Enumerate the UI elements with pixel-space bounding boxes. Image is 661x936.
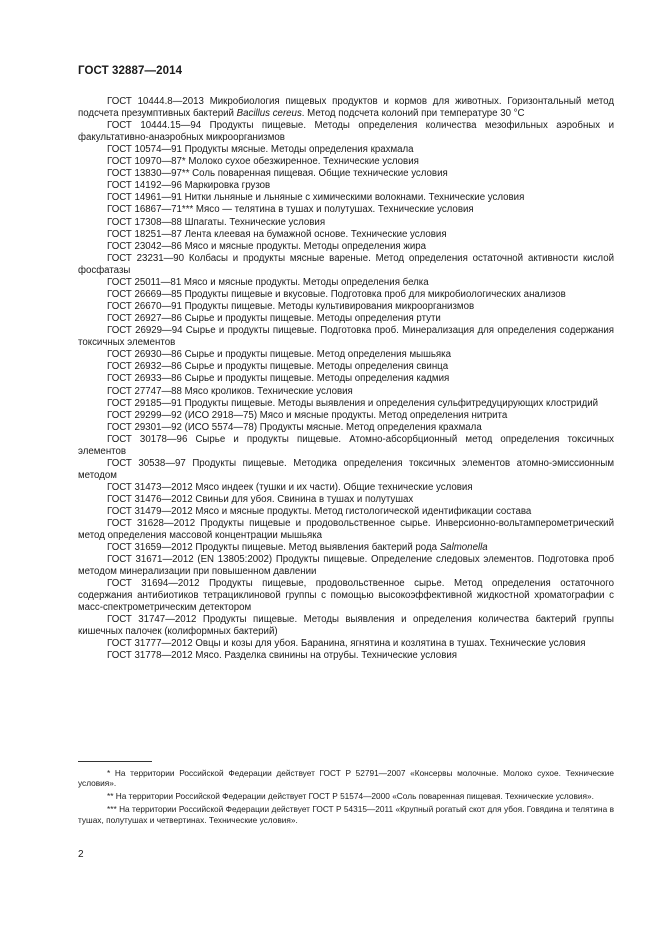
standard-entry: ГОСТ 13830—97** Соль поваренная пищевая. Общие технические условия bbox=[107, 168, 448, 180]
standard-entry: ГОСТ 23042—86 Мясо и мясные продукты. Методы определения жира bbox=[107, 240, 427, 252]
footnote: * На территории Российской Федерации действует ГОСТ Р 52791—2007 «Консервы молочные. Молоко сухое. Технические условия». bbox=[78, 768, 614, 789]
page-number: 2 bbox=[78, 849, 84, 860]
standard-entry: ГОСТ 31479—2012 Мясо и мясные продукты. Метод гистологической идентификации состава bbox=[107, 506, 532, 518]
standard-entry: ГОСТ 10444.15—94 Продукты пищевые. Методы определения количества мезофильных аэробных и факультативно-анаэробных микроорганизмов bbox=[78, 120, 614, 143]
standard-entry: ГОСТ 31778—2012 Мясо. Разделка свинины на отрубы. Технические условия bbox=[107, 650, 458, 662]
standard-entry: ГОСТ 16867—71*** Мясо — телятина в тушах и полутушах. Технические условия bbox=[107, 204, 474, 216]
footnote-separator bbox=[78, 761, 152, 762]
standard-entry: ГОСТ 26932—86 Сырье и продукты пищевые. Методы определения свинца bbox=[107, 361, 449, 373]
footnote: ** На территории Российской Федерации действует ГОСТ Р 51574—2000 «Соль поваренная пищевая. Технические условия». bbox=[107, 791, 594, 802]
standard-entry: ГОСТ 29185—91 Продукты пищевые. Методы выявления и определения сульфитредуцирующих клостридий bbox=[107, 397, 599, 409]
standard-entry: ГОСТ 18251—87 Лента клеевая на бумажной основе. Технические условия bbox=[107, 228, 447, 240]
footnote: *** На территории Российской Федерации действует ГОСТ Р 54315—2011 «Крупный рогатый скот для убоя. Говядина и телятина в тушах, полутушах и четвертинах. Технические условия». bbox=[78, 804, 614, 825]
standard-entry: ГОСТ 26930—86 Сырье и продукты пищевые. Метод определения мышьяка bbox=[107, 349, 451, 361]
standard-entry: ГОСТ 26927—86 Сырье и продукты пищевые. Методы определения ртути bbox=[107, 313, 441, 325]
standard-entry: ГОСТ 31747—2012 Продукты пищевые. Методы выявления и определения количества бактерий группы кишечных палочек (колиформных бактерий) bbox=[78, 614, 614, 638]
standard-entry: ГОСТ 30538—97 Продукты пищевые. Методика определения токсичных элементов атомно-эмиссионным методом bbox=[78, 457, 614, 481]
standard-entry: ГОСТ 31473—2012 Мясо индеек (тушки и их части). Общие технические условия bbox=[107, 481, 473, 493]
standard-entry: ГОСТ 23231—90 Колбасы и продукты мясные вареные. Метод определения остаточной активности кислой фосфатазы bbox=[78, 252, 614, 276]
standard-entry: ГОСТ 26933—86 Сырье и продукты пищевые. Методы определения кадмия bbox=[107, 373, 450, 385]
standard-entry: ГОСТ 30178—96 Сырье и продукты пищевые. Атомно-абсорбционный метод определения токсичных элементов bbox=[78, 433, 614, 457]
standard-entry: ГОСТ 26669—85 Продукты пищевые и вкусовые. Подготовка проб для микробиологических анализов bbox=[107, 288, 566, 300]
standard-entry: ГОСТ 14961—91 Нитки льняные и льняные с химическими волокнами. Технические условия bbox=[107, 192, 525, 204]
standard-entry: ГОСТ 31476—2012 Свиньи для убоя. Свинина в тушах и полутушах bbox=[107, 493, 414, 505]
standard-entry: ГОСТ 10970—87* Молоко сухое обезжиренное. Технические условия bbox=[107, 156, 419, 168]
standard-entry: ГОСТ 31671—2012 (EN 13805:2002) Продукты пищевые. Определение следовых элементов. Подготовка проб методом минерализации при повышенном давлении bbox=[78, 554, 614, 578]
standard-entry: ГОСТ 31628—2012 Продукты пищевые и продовольственное сырье. Инверсионно-вольтамперометрический метод определения массовой концентрации мышьяка bbox=[78, 518, 614, 542]
standard-entry: ГОСТ 27747—88 Мясо кроликов. Технические условия bbox=[107, 385, 353, 397]
footnotes bbox=[78, 768, 614, 828]
standard-entry: ГОСТ 26670—91 Продукты пищевые. Методы культивирования микроорганизмов bbox=[107, 301, 475, 313]
standard-entry: ГОСТ 14192—96 Маркировка грузов bbox=[107, 180, 271, 192]
standard-entry: ГОСТ 10444.8—2013 Микробиология пищевых продуктов и кормов для животных. Горизонтальный метод подсчета презумптивных бактерий Bacillus cereus. Метод подсчета колоний при температуре 30 °С bbox=[78, 96, 614, 119]
standard-entry: ГОСТ 25011—81 Мясо и мясные продукты. Методы определения белка bbox=[107, 276, 429, 288]
standard-entry: ГОСТ 31694—2012 Продукты пищевые, продовольственное сырье. Метод определения остаточного содержания антибиотиков тетрациклиновой группы с помощью высокоэффективной жидкостной хроматографии с масс-спектрометрическим детектором bbox=[78, 578, 614, 614]
standard-entry: ГОСТ 26929—94 Сырье и продукты пищевые. Подготовка проб. Минерализация для определения содержания токсичных элементов bbox=[78, 325, 614, 349]
standard-entry: ГОСТ 31659—2012 Продукты пищевые. Метод выявления бактерий рода Salmonella bbox=[107, 542, 488, 554]
standard-entry: ГОСТ 10574—91 Продукты мясные. Методы определения крахмала bbox=[107, 144, 414, 155]
standards-list bbox=[78, 96, 614, 662]
standard-entry: ГОСТ 31777—2012 Овцы и козы для убоя. Баранина, ягнятина и козлятина в тушах. Технические условия bbox=[107, 638, 586, 650]
standard-entry: ГОСТ 17308—88 Шпагаты. Технические условия bbox=[107, 216, 326, 228]
standard-entry: ГОСТ 29301—92 (ИСО 5574—78) Продукты мясные. Метод определения крахмала bbox=[107, 421, 482, 433]
standard-entry: ГОСТ 29299—92 (ИСО 2918—75) Мясо и мясные продукты. Метод определения нитрита bbox=[107, 409, 508, 421]
document-header: ГОСТ 32887—2014 bbox=[78, 65, 183, 77]
